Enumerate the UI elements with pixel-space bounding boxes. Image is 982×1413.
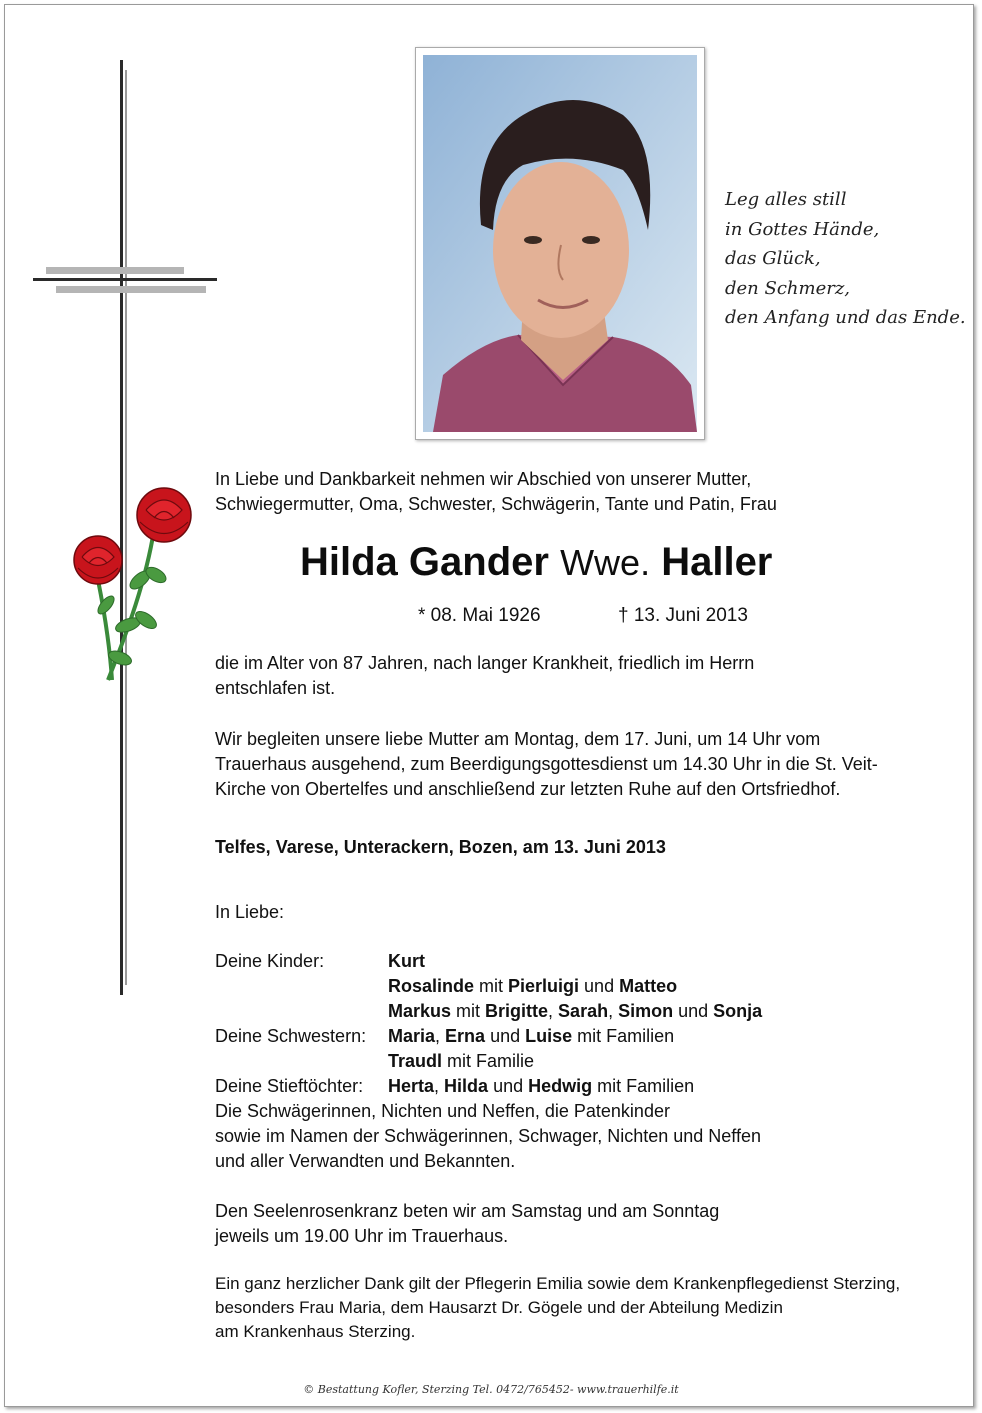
poem-line: den Schmerz, — [725, 277, 851, 299]
place-date: Telfes, Varese, Unterackern, Bozen, am 13. Juni 2013 — [215, 837, 666, 857]
thanks-text — [215, 1272, 900, 1344]
funeral-text — [215, 727, 878, 802]
relatives-line: sowie im Namen der Schwägerinnen, Schwager, Nichten und Neffen — [215, 1126, 761, 1146]
thanks-line: besonders Frau Maria, dem Hausarzt Dr. Gögele und der Abteilung Medizin — [215, 1298, 783, 1317]
intro-line: Schwiegermutter, Oma, Schwester, Schwägerin, Tante und Patin, Frau — [215, 494, 777, 514]
intro-text — [215, 467, 777, 517]
person-name: Luise — [525, 1026, 573, 1046]
person-name: Pierluigi — [508, 976, 580, 996]
connector-text: und — [673, 1001, 714, 1021]
rosary-text — [215, 1199, 719, 1249]
cross-with-roses-icon — [28, 60, 228, 995]
passing-line: entschlafen ist. — [215, 678, 336, 698]
connector-text: , — [435, 1026, 446, 1046]
deceased-name — [300, 536, 772, 589]
poem-line: das Glück, — [725, 248, 821, 269]
name-first: Hilda Gander — [300, 540, 549, 584]
thanks-line: am Krankenhaus Sterzing. — [215, 1322, 416, 1341]
name-last: Haller — [661, 540, 773, 584]
poem-line: Leg alles still — [725, 189, 847, 210]
name-widow: Wwe. — [560, 542, 651, 583]
passing-text — [215, 651, 754, 701]
birth-date: * 08. Mai 1926 — [418, 605, 541, 626]
person-name: Traudl — [388, 1051, 443, 1071]
connector-text: mit — [451, 1001, 486, 1021]
person-name: Kurt — [388, 951, 425, 971]
portrait-photo — [423, 55, 697, 432]
children-line — [388, 999, 762, 1024]
poem-line: in Gottes Hände, — [725, 218, 880, 240]
connector-text: , — [434, 1076, 445, 1096]
sisters-label: Deine Schwestern: — [215, 1026, 367, 1046]
person-name: Sonja — [713, 1001, 763, 1021]
relatives-line: und aller Verwandten und Bekannten. — [215, 1151, 516, 1171]
person-name: Simon — [618, 1001, 674, 1021]
person-name: Maria — [388, 1026, 436, 1046]
connector-text: , — [548, 1001, 559, 1021]
other-relatives — [215, 1099, 761, 1174]
person-name: Brigitte — [485, 1001, 549, 1021]
person-name: Erna — [445, 1026, 486, 1046]
funeral-line: Wir begleiten unsere liebe Mutter am Montag, dem 17. Juni, um 14 Uhr vom — [215, 729, 821, 749]
connector-text: mit Familie — [442, 1051, 535, 1071]
intro-line: In Liebe und Dankbarkeit nehmen wir Abschied von unserer Mutter, — [215, 469, 752, 489]
poem — [725, 185, 966, 333]
connector-text: und — [485, 1026, 526, 1046]
portrait-frame — [415, 47, 705, 440]
connector-text: und — [488, 1076, 529, 1096]
footer-credit: © Bestattung Kofler, Sterzing Tel. 0472/765452- www.trauerhilfe.it — [303, 1383, 679, 1396]
person-name: Sarah — [558, 1001, 609, 1021]
sisters-line — [388, 1049, 534, 1074]
connector-text: , — [608, 1001, 619, 1021]
connector-text: mit — [474, 976, 509, 996]
person-name: Rosalinde — [388, 976, 475, 996]
poem-line: den Anfang und das Ende. — [725, 307, 966, 328]
relatives-line: Die Schwägerinnen, Nichten und Neffen, die Patenkinder — [215, 1101, 670, 1121]
connector-text: mit Familien — [592, 1076, 695, 1096]
rosary-line: jeweils um 19.00 Uhr im Trauerhaus. — [215, 1226, 509, 1246]
rosary-line: Den Seelenrosenkranz beten wir am Samstag und am Sonntag — [215, 1201, 720, 1221]
death-date: † 13. Juni 2013 — [618, 605, 748, 626]
connector-text: mit Familien — [572, 1026, 675, 1046]
passing-line: die im Alter von 87 Jahren, nach langer Krankheit, friedlich im Herrn — [215, 653, 755, 673]
sisters-line — [388, 1024, 674, 1049]
in-love-label: In Liebe: — [215, 902, 285, 922]
children-label: Deine Kinder: — [215, 951, 325, 971]
stepdaughters-line — [388, 1074, 694, 1099]
children-line — [388, 974, 677, 999]
connector-text: und — [579, 976, 620, 996]
thanks-line: Ein ganz herzlicher Dank gilt der Pflegerin Emilia sowie dem Krankenpflegedienst Sterzing, — [215, 1274, 901, 1293]
person-name: Herta — [388, 1076, 435, 1096]
stepdaughters-label: Deine Stieftöchter: — [215, 1076, 364, 1096]
funeral-line: Kirche von Obertelfes und anschließend zur letzten Ruhe auf den Ortsfriedhof. — [215, 779, 841, 799]
person-name: Hilda — [444, 1076, 489, 1096]
person-name: Markus — [388, 1001, 452, 1021]
person-name: Hedwig — [528, 1076, 593, 1096]
person-name: Matteo — [619, 976, 678, 996]
funeral-line: Trauerhaus ausgehend, zum Beerdigungsgottesdienst um 14.30 Uhr in die St. Veit- — [215, 754, 878, 774]
children-line — [388, 949, 425, 974]
